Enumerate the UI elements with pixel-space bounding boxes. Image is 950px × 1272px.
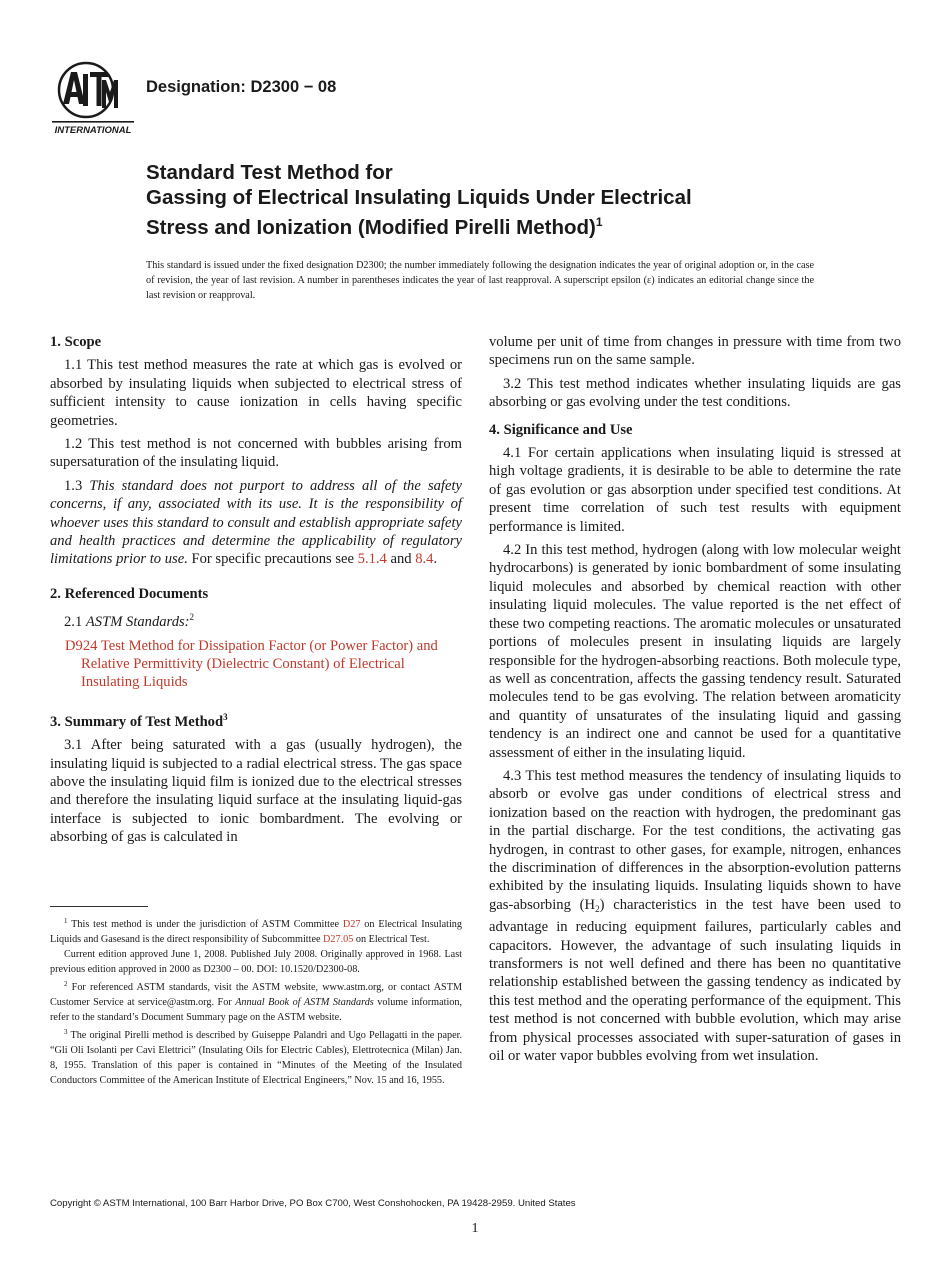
footnote-3: $^3$ The original Pirelli method is described by Guiseppe Palandri and Ugo Pellagatti in the paper. “Gli Oli Isolanti per Cavi Elettrici” (Insulating Oils for Electric Cables), Elettrotecnica (Milan) Jan. 8, 1955. Translation of this paper is contained in “Minutes of the Meeting of the Insulated Conductors Committee of the American Institute of Electrical Engineers,” Nov. 15 and 16, 1955. (50, 1028, 462, 1086)
link-d27[interactable]: D27 (342, 919, 361, 930)
logo-text: INTERNATIONAL (54, 125, 132, 136)
footnote-2: $^2$ For referenced ASTM standards, visit the ASTM website, www.astm.org, or contact ASTM Customer Service at service@astm.org. For Annual Book of ASTM Standards volume information, refer to the standard’s Document Summary page on the ASTM website. (50, 980, 463, 1023)
paragraph-4-1: 4.1 For certain applications when insulating liquid is stressed at high voltage gradients, it is desirable to be able to determine the rate of gas evolution or gas absorption under specified test conditions. At present time correlation of such test results with equipment performance is limited. (489, 445, 901, 535)
astm-logo (50, 58, 136, 136)
referenced-documents-heading: 2. Referenced Documents (50, 585, 209, 602)
footnote-1: $^1$ This test method is under the jurisdiction of ASTM Committee D27 on Electrical Insulating Liquids and Gasesand is the direct responsibility of Subcommittee D27.05 on Electrical Test. (50, 917, 462, 945)
paragraph-4-2: 4.2 In this test method, hydrogen (along with low molecular weight hydrocarbons) is generated by ionic bombardment of some insulating liquid molecules and absorbed by chemical reaction with other insulating liquid molecules. The value reported is the net effect of these two competing reactions. The aromatic molecules or unsaturated portions of molecules present in insulating liquids are largely responsible for the hydrogen-absorbing reactions. Both molecule type, as well as concentration, affects the gassing tendency result. Saturated molecules tend to be gas evolving. The relation between aromaticity and quantity of unsaturates of the insulating liquid and gassing tendency is an indirect one and cannot be used for a quantitative assessment of either in the insulating liquid. (489, 542, 901, 761)
paragraph-1-2: 1.2 This test method is not concerned with bubbles arising from supersaturation of the insulating liquid. (50, 436, 462, 471)
scope-heading: 1. Scope (50, 334, 102, 350)
link-d924[interactable]: D924 (65, 637, 98, 654)
designation: Designation: D2300 − 08 (146, 78, 337, 96)
footnote-divider (50, 906, 148, 907)
copyright: Copyright © ASTM International, 100 Barr Harbor Drive, PO Box C700, West Conshohocken, PA 19428-2959. United States (50, 1198, 576, 1209)
footnote-1-edition: Current edition approved June 1, 2008. Published July 2008. Originally approved in 1968. Last previous edition approved in 2000 as D2300 – 00. DOI: 10.1520/D2300-08. (50, 949, 462, 975)
paragraph-1-1: 1.1 This test method measures the rate at which gas is evolved or absorbed by insulating liquids when subjected to electrical stress of sufficient intensity to cause ionization in cells having specific geometries. (50, 357, 462, 429)
paragraph-3-1-continued: volume per unit of time from changes in pressure with time from two specimens run on the same sample. (489, 334, 901, 369)
document-title (146, 160, 906, 240)
title-line-2: Gassing of Electrical Insulating Liquids Under Electrical (146, 186, 692, 209)
significance-heading: 4. Significance and Use (489, 421, 633, 438)
paragraph-3-2: 3.2 This test method indicates whether insulating liquids are gas absorbing or gas evolving under the test conditions. (489, 375, 901, 411)
paragraph-1-3: 1.3 This standard does not purport to address all of the safety concerns, if any, associated with its use. It is the responsibility of whoever uses this standard to consult and establish appropriate safety and health practices and determine the applicability of regulatory limitations prior to use. For specific precautions see 5.1.4 and 8.4. (50, 477, 462, 568)
astm-logo-icon (50, 58, 136, 136)
summary-heading: 3. Summary of Test Method$^3$ (50, 711, 228, 730)
paragraph-2-1: 2.1 ASTM Standards:$^2$ (64, 612, 195, 631)
page-number: 1 (471, 1221, 479, 1236)
link-d924-title[interactable]: Test Method for Dissipation Factor (or Power Factor) and Relative Permittivity (Dielectric Constant) of Electrical Insulating Liquids (81, 637, 438, 691)
paragraph-3-1: 3.1 After being saturated with a gas (usually hydrogen), the insulating liquid is subjected to a radial electrical stress. The gas space above the insulating liquid film is ionized due to the electrical stresses and therefore the insulating liquid surface at the insulating liquid-gas interface is subjected to ionic bombardment. The evolving or absorbing of gas is calculated in (50, 737, 462, 846)
left-column (50, 333, 462, 852)
intro-note: This standard is issued under the fixed designation D2300; the number immediately following the designation indicates the year of original adoption or, in the case of revision, the year of last revision. A number in parentheses indicates the year of last reapproval. A superscript epsilon (ε) indicates an editorial change since the last revision or reapproval. (146, 260, 814, 301)
link-5-1-4[interactable]: 5.1.4 (357, 551, 387, 568)
footnote-mark: 1 (595, 215, 603, 229)
reference-d924 (50, 637, 462, 692)
footnotes (50, 914, 462, 1088)
link-8-4[interactable]: 8.4 (415, 551, 434, 568)
link-d27-05[interactable]: D27.05 (323, 934, 354, 945)
right-column (489, 333, 901, 1070)
title-line-3: Stress and Ionization (Modified Pirelli Method)$^1$ (146, 215, 603, 239)
title-line-1: Standard Test Method for (146, 161, 393, 184)
paragraph-4-3: 4.3 This test method measures the tendency of insulating liquids to absorb or evolve gas under conditions of electrical stress and ionization based on the reaction with hydrogen, the predominant gas in the partial discharge. For the test conditions, the activating gas hydrogen, in contrast to other gases, for example, nitrogen, enhances the discrimination of differences in the absorption-evolution patterns exhibited by the insulating liquids. Insulating liquids shown to have gas-absorbing $(H_2)$ characteristics in the test have been used to advantage in reducing equipment failures, particularly cables and capacitors. However, the advantage of such insulating liquids in transformers is not well defined and there has been no quantitative relationship established between the gassing tendency as indicated by this test method and the operating performance of the equipment. This test method is not concerned with bubble evolution, which may arise from physical processes associated with super-saturation of gases in oil or water vapor bubbles evolving from wet insulation. (489, 767, 901, 1065)
